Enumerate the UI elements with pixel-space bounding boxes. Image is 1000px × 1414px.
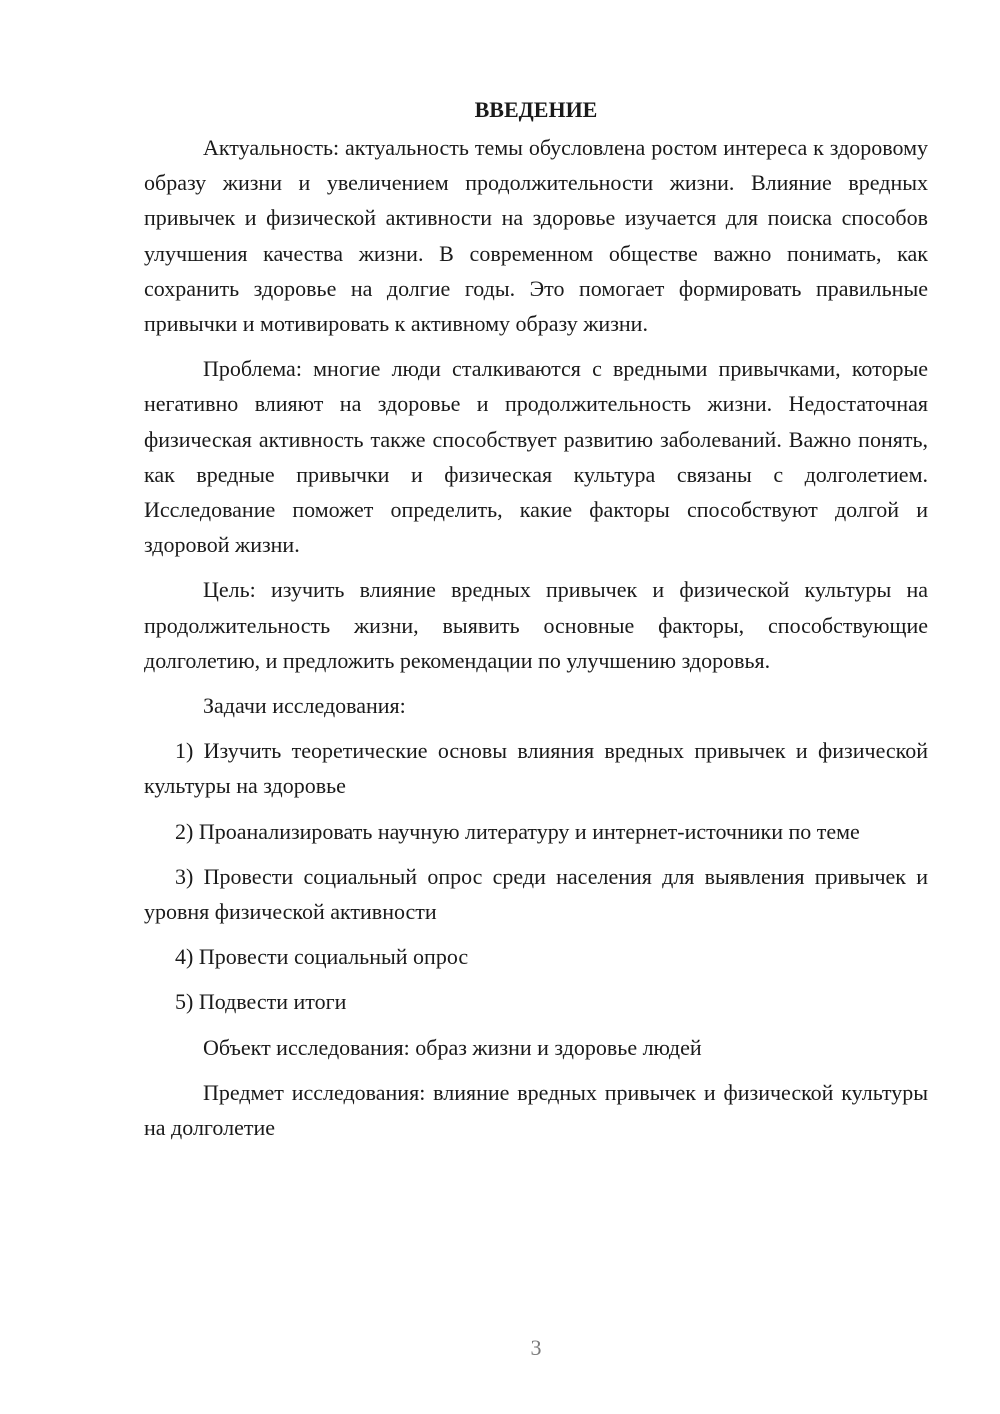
list-item: 4) Провести социальный опрос <box>175 944 469 970</box>
list-item: 2) Проанализировать научную литературу и интернет-источники по теме <box>175 818 860 844</box>
page-title: ВВЕДЕНИЕ <box>474 97 598 122</box>
tasks-heading: Задачи исследования: <box>203 693 406 719</box>
list-item: 3) Провести социальный опрос среди населения для выявления привычек и уровня физической активности <box>144 863 928 925</box>
list-item: 5) Подвести итоги <box>175 989 347 1015</box>
page-number: 3 <box>530 1335 542 1360</box>
paragraph-relevance: Актуальность: актуальность темы обусловлена ростом интереса к здоровому образу жизни и увеличением продолжительности жизни. Влияние вредных привычек и физической активности на здоровье изучается для поиска способов улучшения качества жизни. В современном обществе важно понимать, как сохранить здоровье на долгие годы. Это помогает формировать правильные привычки и мотивировать к активному образу жизни. <box>144 135 928 337</box>
page-content <box>144 92 928 1155</box>
paragraph-goal: Цель: изучить влияние вредных привычек и физической культуры на продолжительность жизни, выявить основные факторы, способствующие долголетию, и предложить рекомендации по улучшению здоровья. <box>144 577 928 673</box>
tasks-list <box>144 733 928 1019</box>
paragraph-object: Объект исследования: образ жизни и здоровье людей <box>203 1034 702 1060</box>
list-item: 1) Изучить теоретические основы влияния вредных привычек и физической культуры на здоровье <box>144 738 928 799</box>
paragraph-subject: Предмет исследования: влияние вредных привычек и физической культуры на долголетие <box>144 1079 928 1141</box>
paragraph-problem: Проблема: многие люди сталкиваются с вредными привычками, которые негативно влияют на здоровье и продолжительность жизни. Недостаточная физическая активность также способствует развитию заболеваний. Важно понять, как вредные привычки и физическая культура связаны с долголетием. Исследование поможет определить, какие факторы способствуют долгой и здоровой жизни. <box>144 356 928 558</box>
